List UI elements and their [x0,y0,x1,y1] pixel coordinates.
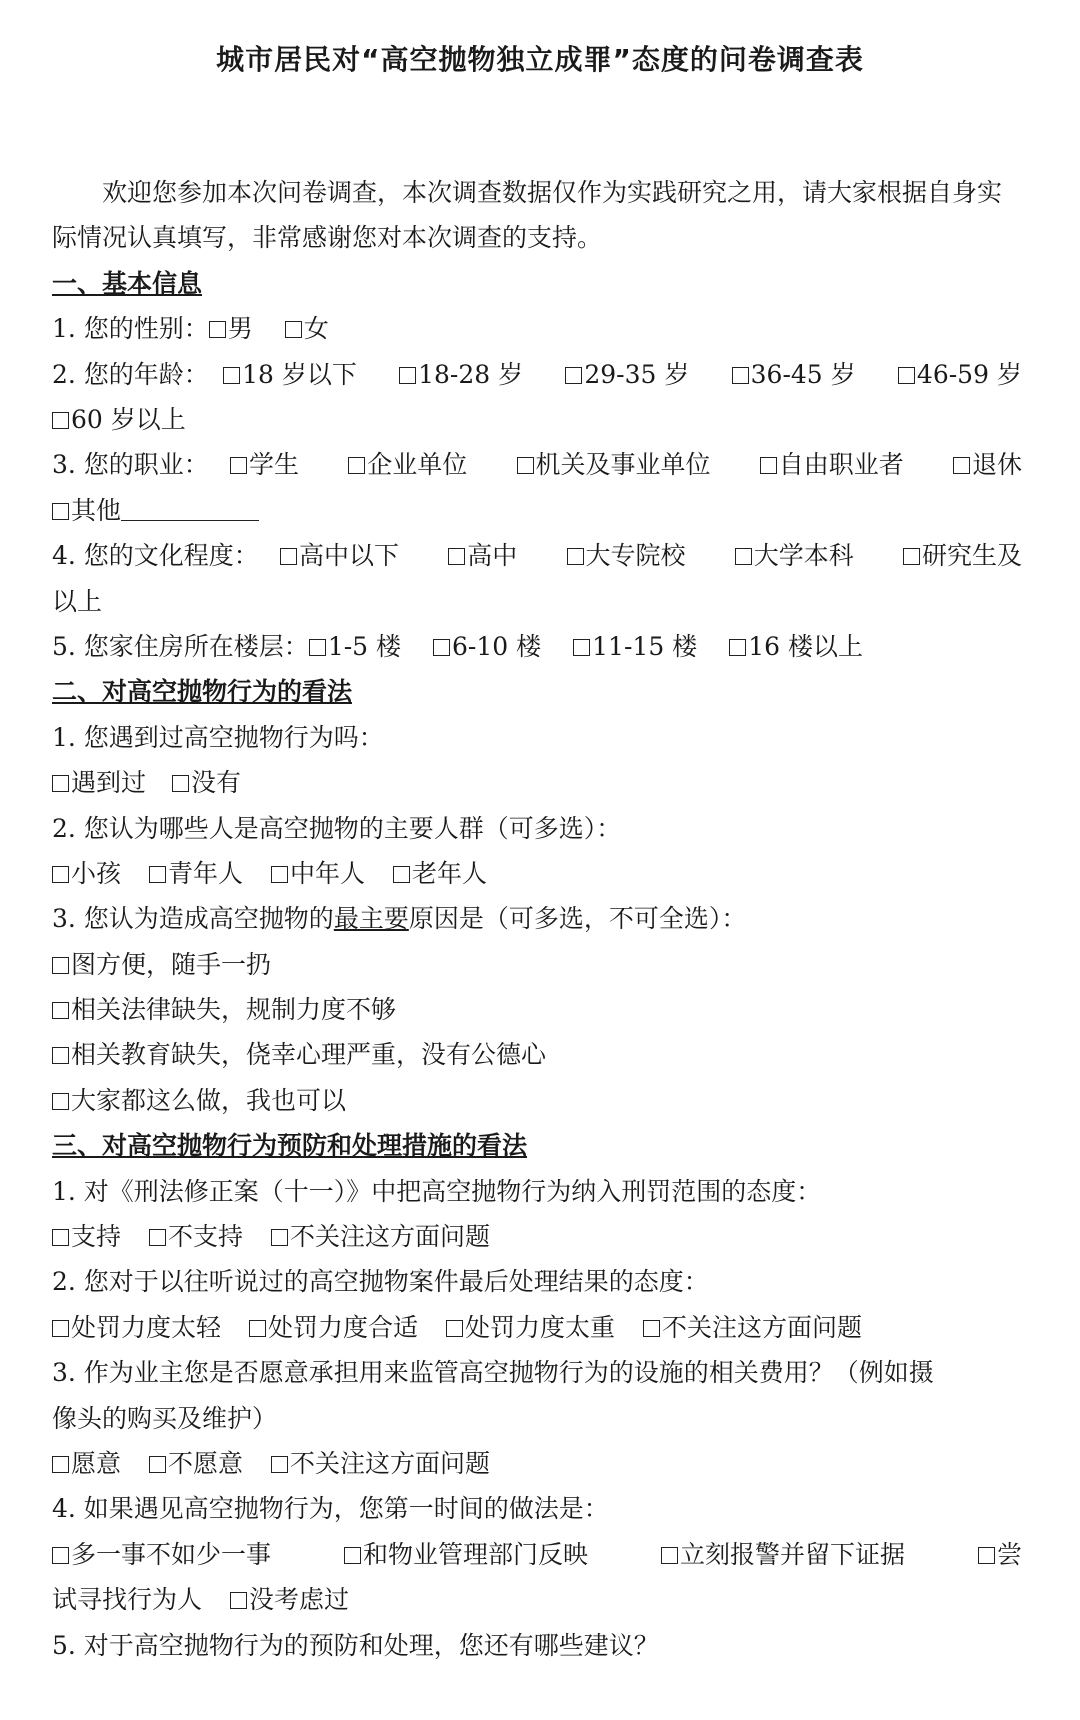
checkbox[interactable] [271,866,288,883]
option-floor-16-plus[interactable]: 16 楼以上 [729,624,863,669]
option-floor-11-15[interactable]: 11-15 楼 [573,624,697,669]
option-support[interactable]: 支持 [52,1214,121,1259]
checkbox[interactable] [230,457,247,474]
checkbox[interactable] [52,412,69,429]
option-not-concerned[interactable]: 不关注这方面问题 [271,1214,490,1259]
option-public-institution[interactable]: 机关及事业单位 [517,442,711,487]
questionnaire-body [52,170,1022,1668]
checkbox[interactable] [52,866,69,883]
checkbox[interactable] [565,367,582,384]
option-report-property[interactable]: 和物业管理部门反映 [344,1532,588,1577]
intro-paragraph: 欢迎您参加本次问卷调查，本次调查数据仅作为实践研究之用，请大家根据自身实际情况认真填写，非常感谢您对本次调查的支持。 [52,178,1003,253]
question-encountered: 1. 您遇到过高空抛物行为吗： [52,722,384,752]
checkbox[interactable] [898,367,915,384]
checkbox[interactable] [280,548,297,565]
question-suggestions: 5. 对于高空抛物行为的预防和处理，您还有哪些建议？ [52,1630,659,1660]
option-encountered[interactable]: 遇到过 [52,760,146,805]
checkbox[interactable] [399,367,416,384]
checkbox[interactable] [285,321,302,338]
option-student[interactable]: 学生 [230,442,299,487]
checkbox[interactable] [567,548,584,565]
option-not-concerned[interactable]: 不关注这方面问题 [643,1305,862,1350]
checkbox[interactable] [309,639,326,656]
checkbox[interactable] [52,1320,69,1337]
option-children[interactable]: 小孩 [52,851,121,896]
question-first-reaction: 4. 如果遇见高空抛物行为，您第一时间的做法是： [52,1494,609,1524]
option-age-18-28[interactable]: 18-28 岁 [399,352,523,397]
question-label: 1. 您的性别： [52,314,209,344]
option-age-29-35[interactable]: 29-35 岁 [565,352,689,397]
checkbox[interactable] [52,1547,69,1564]
checkbox[interactable] [344,1547,361,1564]
checkbox[interactable] [448,548,465,565]
option-age-46-59[interactable]: 46-59 岁 [898,352,1022,397]
question-handling-results: 2. 您对于以往听说过的高空抛物案件最后处理结果的态度： [52,1267,709,1297]
section-heading-views: 二、对高空抛物行为的看法 [52,677,353,707]
checkbox[interactable] [732,367,749,384]
question-label: 5. 您家住房所在楼层： [52,631,309,661]
option-reason-education-lacking[interactable]: 相关教育缺失，侥幸心理严重，没有公德心 [52,1032,546,1077]
checkbox[interactable] [52,1456,69,1473]
option-willing[interactable]: 愿意 [52,1441,121,1486]
option-other[interactable]: 其他 [52,488,259,533]
option-elderly[interactable]: 老年人 [393,851,487,896]
checkbox[interactable] [643,1320,660,1337]
option-not-encountered[interactable]: 没有 [172,760,241,805]
checkbox[interactable] [52,1229,69,1246]
checkbox[interactable] [209,321,226,338]
option-reason-law-lacking[interactable]: 相关法律缺失，规制力度不够 [52,987,396,1032]
option-call-police[interactable]: 立刻报警并留下证据 [661,1532,905,1577]
other-fill-in-blank[interactable] [121,492,259,521]
checkbox[interactable] [230,1592,247,1609]
option-graduate-continued: 以上 [52,586,103,616]
option-male[interactable]: 男 [209,306,253,351]
option-penalty-appropriate[interactable]: 处罚力度合适 [249,1305,418,1350]
checkbox[interactable] [661,1547,678,1564]
section-heading-measures: 三、对高空抛物行为预防和处理措施的看法 [52,1131,528,1161]
checkbox[interactable] [52,1093,69,1110]
checkbox[interactable] [573,639,590,656]
checkbox[interactable] [172,775,189,792]
option-graduate[interactable]: 研究生及 [903,533,1022,578]
option-freelancer[interactable]: 自由职业者 [760,442,904,487]
checkbox[interactable] [149,1229,166,1246]
checkbox[interactable] [953,457,970,474]
checkbox[interactable] [393,866,410,883]
question-main-reasons: 3. 您认为造成高空抛物的最主要原因是（可多选，不可全选）： [52,904,747,934]
option-age-60-plus[interactable]: 60 岁以上 [52,397,186,442]
checkbox[interactable] [729,639,746,656]
option-find-perpetrator-continued: 试寻找行为人 [52,1585,203,1615]
question-bear-costs-line1: 3. 作为业主您是否愿意承担用来监管高空抛物行为的设施的相关费用？（例如摄 [52,1358,934,1388]
question-main-groups: 2. 您认为哪些人是高空抛物的主要人群（可多选）： [52,813,622,843]
checkbox[interactable] [52,1047,69,1064]
option-below-high-school[interactable]: 高中以下 [280,533,399,578]
option-high-school[interactable]: 高中 [448,533,517,578]
option-penalty-too-light[interactable]: 处罚力度太轻 [52,1305,221,1350]
option-age-36-45[interactable]: 36-45 岁 [732,352,856,397]
option-unwilling[interactable]: 不愿意 [149,1441,243,1486]
option-not-considered[interactable]: 没考虑过 [230,1577,349,1622]
checkbox[interactable] [271,1229,288,1246]
checkbox[interactable] [52,775,69,792]
option-ignore[interactable]: 多一事不如少一事 [52,1532,271,1577]
option-enterprise[interactable]: 企业单位 [348,442,467,487]
option-reason-convenience[interactable]: 图方便，随手一扔 [52,942,271,987]
checkbox[interactable] [348,457,365,474]
question-floor [52,624,1022,669]
option-reason-everyone-does[interactable]: 大家都这么做，我也可以 [52,1078,346,1123]
emphasis-underlined: 最主要 [333,904,409,934]
checkbox[interactable] [735,548,752,565]
option-penalty-too-heavy[interactable]: 处罚力度太重 [446,1305,615,1350]
checkbox[interactable] [517,457,534,474]
question-education [52,533,1022,578]
question-occupation [52,442,1022,487]
question-bear-costs-line2: 像头的购买及维护） [52,1403,278,1433]
question-label: 4. 您的文化程度： [52,541,259,571]
checkbox[interactable] [223,367,240,384]
option-youth[interactable]: 青年人 [149,851,243,896]
option-floor-6-10[interactable]: 6-10 楼 [433,624,541,669]
option-floor-1-5[interactable]: 1-5 楼 [309,624,401,669]
checkbox[interactable] [249,1320,266,1337]
option-college[interactable]: 大专院校 [567,533,686,578]
checkbox[interactable] [52,957,69,974]
option-middle-aged[interactable]: 中年人 [271,851,365,896]
checkbox[interactable] [149,866,166,883]
checkbox[interactable] [978,1547,995,1564]
question-label: 2. 您的年龄： [52,359,209,389]
page-title: 城市居民对“高空抛物独立成罪”态度的问卷调查表 [216,43,864,76]
checkbox[interactable] [149,1456,166,1473]
question-criminal-law-attitude: 1. 对《刑法修正案（十一）》中把高空抛物行为纳入刑罚范围的态度： [52,1176,822,1206]
section-heading-basic-info: 一、基本信息 [52,268,203,298]
checkbox[interactable] [433,639,450,656]
question-age [52,352,1022,397]
checkbox[interactable] [271,1456,288,1473]
option-female[interactable]: 女 [285,306,329,351]
checkbox[interactable] [903,548,920,565]
checkbox[interactable] [52,1002,69,1019]
option-retired[interactable]: 退休 [953,442,1022,487]
option-find-perpetrator[interactable]: 尝 [978,1532,1022,1577]
question-gender [52,306,1022,351]
option-not-support[interactable]: 不支持 [149,1214,243,1259]
checkbox[interactable] [52,503,69,520]
option-not-concerned[interactable]: 不关注这方面问题 [271,1441,490,1486]
checkbox[interactable] [446,1320,463,1337]
checkbox[interactable] [760,457,777,474]
option-undergraduate[interactable]: 大学本科 [735,533,854,578]
question-label: 3. 您的职业： [52,450,209,480]
option-age-under-18[interactable]: 18 岁以下 [223,352,357,397]
